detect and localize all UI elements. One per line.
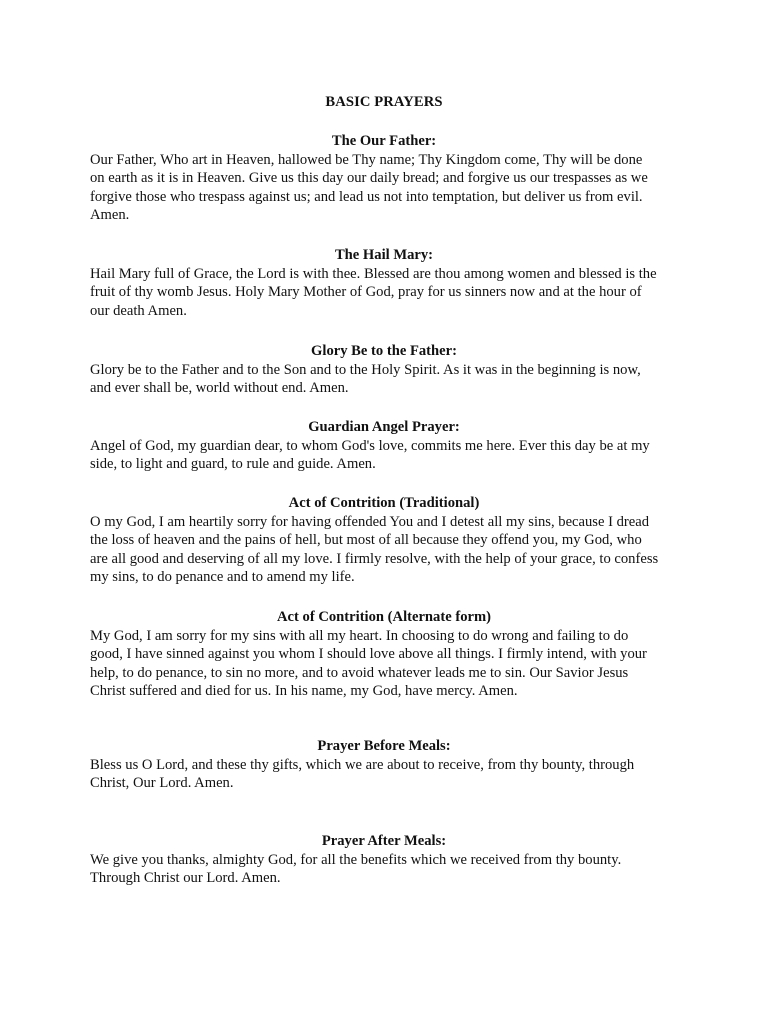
section-contrition-traditional [90,494,682,587]
prayer-line: and ever shall be, world without end. Amen. [90,380,349,397]
prayer-line: Glory be to the Father and to the Son and to the Holy Spirit. As it was in the beginning is now, [90,361,641,378]
prayer-line: Through Christ our Lord. Amen. [90,870,281,887]
prayer-line: Bless us O Lord, and these thy gifts, which we are about to receive, from thy bounty, through [90,756,635,773]
prayer-line: are all good and deserving of all my love. I firmly resolve, with the help of your grace, to confess [90,550,659,567]
section-heading: Guardian Angel Prayer: [308,419,460,435]
section-prayer-before-meals [90,737,682,793]
section-glory-be [90,342,682,398]
prayer-line: Hail Mary full of Grace, the Lord is with thee. Blessed are thou among women and blessed is the [90,265,657,282]
prayer-line: We give you thanks, almighty God, for all the benefits which we received from thy bounty. [90,851,622,868]
section-hail-mary [90,246,682,320]
section-prayer-after-meals [90,832,682,888]
prayer-line: good, I have sinned against you whom I should love above all things. I firmly intend, with your [90,646,647,663]
prayer-line: side, to light and guard, to rule and guide. Amen. [90,456,376,473]
section-heading: Act of Contrition (Alternate form) [277,609,491,625]
prayer-line: Angel of God, my guardian dear, to whom God's love, commits me here. Ever this day be at my [90,437,650,454]
prayer-line: Our Father, Who art in Heaven, hallowed be Thy name; Thy Kingdom come, Thy will be done [90,151,643,168]
prayer-line: forgive those who trespass against us; and lead us not into temptation, but deliver us from evil. [90,188,643,205]
prayer-line: Christ, Our Lord. Amen. [90,775,234,792]
prayer-line: O my God, I am heartily sorry for having offended You and I detest all my sins, because I dread [90,513,650,530]
prayer-line: on earth as it is in Heaven. Give us this day our daily bread; and forgive us our trespasses as we [90,170,648,187]
prayer-line: the loss of heaven and the pains of hell, but most of all because they offend you, my God, who [90,532,642,549]
prayer-line: my sins, to do penance and to amend my life. [90,569,355,586]
prayer-line: Christ suffered and died for us. In his name, my God, have mercy. Amen. [90,683,518,700]
section-heading: Act of Contrition (Traditional) [288,495,480,511]
prayer-line: our death Amen. [90,302,187,319]
prayer-line: fruit of thy womb Jesus. Holy Mary Mother of God, pray for us sinners now and at the hour of [90,284,642,301]
prayer-line: help, to do penance, to sin no more, and to avoid whatever leads me to sin. Our Savior Jesus [90,664,629,681]
document-title: BASIC PRAYERS [325,94,443,110]
section-heading: Prayer Before Meals: [317,738,451,754]
section-heading: Prayer After Meals: [321,833,447,849]
prayer-line: My God, I am sorry for my sins with all my heart. In choosing to do wrong and failing to do [90,627,629,644]
section-heading: Glory Be to the Father: [311,343,457,359]
section-heading: The Hail Mary: [334,247,434,263]
prayer-line: Amen. [90,207,130,224]
section-heading: The Our Father: [331,133,437,149]
section-guardian-angel [90,418,682,474]
section-our-father [90,132,682,225]
section-contrition-alternate [90,608,682,701]
